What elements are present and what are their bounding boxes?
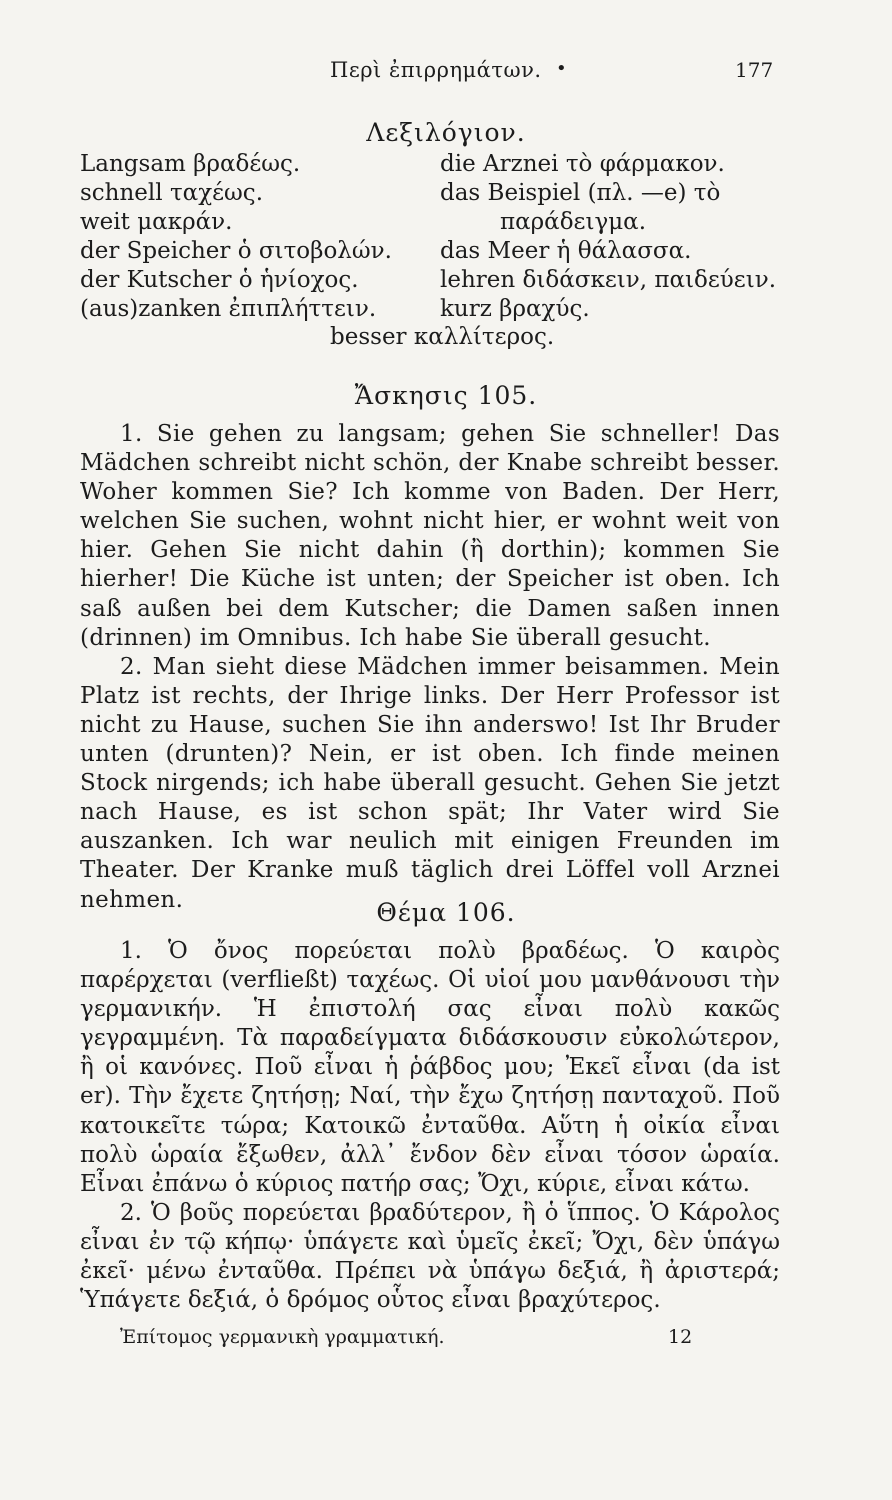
vocab-entry: Langsam βραδέως.	[80, 151, 301, 177]
vocab-entry-continuation: παράδειγμα.	[500, 209, 647, 235]
page-number: 177	[735, 58, 774, 82]
vocab-entry-last: besser καλλίτερος.	[330, 324, 555, 350]
vocab-entry: schnell ταχέως.	[80, 180, 264, 206]
vocab-entry: der Kutscher ὁ ἡνίοχος.	[80, 267, 359, 293]
theme-paragraph: 2. Ὁ βοῦς πορεύεται βραδύτερον, ἢ ὁ ἵππος. Ὁ Κάρολος εἶναι ἐν τῷ κήπῳ· ὑπάγετε καὶ ὑμεῖς ἐκεῖ; Ὄχι, δὲν ὑπάγω ἐκεῖ· μένω ἐνταῦθα. Πρέπει νὰ ὑπάγω δεξιά, ἢ ἀριστερά; Ὑπάγετε δεξιά, ὁ δρόμος οὗτος εἶναι βραχύτερος.	[80, 1199, 780, 1314]
vocab-entry: lehren διδάσκειν, παιδεύειν.	[440, 267, 777, 293]
vocab-entry: das Beispiel (πλ. —e) τὸ	[440, 180, 721, 206]
vocab-entry: kurz βραχύς.	[440, 296, 590, 322]
vocabulary-heading: Λεξιλόγιον.	[366, 118, 526, 147]
vocabulary-right-column	[440, 150, 776, 324]
exercise-heading: Ἄσκησις 105.	[354, 381, 538, 410]
footer-book-title: Ἐπίτομος γερμανικὴ γραμματική.	[120, 1326, 445, 1348]
theme-text	[80, 937, 780, 1315]
exercise-paragraph: 1. Sie gehen zu langsam; gehen Sie schneller! Das Mädchen schreibt nicht schön, der Knabe schreibt besser. Woher kommen Sie? Ich komme von Baden. Der Herr, welchen Sie suchen, wohnt nicht hier, er wohnt weit von hier. Gehen Sie nicht dahin (ἢ dorthin); kommen Sie hierher! Die Küche ist unten; der Speicher ist oben. Ich saß außen bei dem Kutscher; die Damen saßen innen (drinnen) im Omnibus. Ich habe Sie überall gesucht.	[80, 421, 780, 651]
footer-signature: 12	[668, 1326, 693, 1348]
vocab-entry: das Meer ἡ θάλασσα.	[440, 238, 692, 264]
vocab-entry: (aus)zanken ἐπιπλήττειν.	[80, 296, 377, 322]
exercise-text	[80, 420, 780, 915]
theme-paragraph: 1. Ὁ ὄνος πορεύεται πολὺ βραδέως. Ὁ καιρὸς παρέρχεται (verfließt) ταχέως. Οἱ υἱοί μου μανθάνουσι τὴν γερμανικήν. Ἡ ἐπιστολή σας εἶναι πολὺ κακῶς γεγραμμένη. Τὰ παραδείγματα διδάσκουσιν εὐκολώτερον, ἢ οἱ κανόνες. Ποῦ εἶναι ἡ ῥάβδος μου; Ἐκεῖ εἶναι (da ist er). Τὴν ἔχετε ζητήσῃ; Ναί, τὴν ἔχω ζητήσῃ πανταχοῦ. Ποῦ κατοικεῖτε τώρα; Κατοικῶ ἐνταῦθα. Αὕτη ἡ οἰκία εἶναι πολὺ ὡραία ἔξωθεν, ἀλλ᾽ ἔνδον δὲν εἶναι τόσον ὡραία. Εἶναι ἐπάνω ὁ κύριος πατήρ σας; Ὄχι, κύριε, εἶναι κάτω.	[80, 938, 780, 1197]
vocab-entry: der Speicher ὁ σιτοβολών.	[80, 238, 392, 264]
header-bullet: •	[556, 58, 567, 79]
theme-heading: Θέμα 106.	[376, 898, 516, 927]
vocab-entry: weit μακράν.	[80, 209, 233, 235]
exercise-paragraph: 2. Man sieht diese Mädchen immer beisammen. Mein Platz ist rechts, der Ihrige links. Der Herr Professor ist nicht zu Hause, suchen Sie ihn anderswo! Ist Ihr Bruder unten (drunten)? Nein, er ist oben. Ich finde meinen Stock nirgends; ich habe überall gesucht. Gehen Sie jetzt nach Hause, es ist schon spät; Ihr Vater wird Sie auszanken. Ich war neulich mit einigen Freunden im Theater. Der Kranke muß täglich drei Löffel voll Arznei nehmen.	[80, 653, 780, 913]
vocab-entry: die Arznei τὸ φάρμακον.	[440, 151, 725, 177]
vocabulary-left-column	[80, 150, 392, 324]
running-title: Περὶ ἐπιρρημάτων.	[330, 58, 542, 82]
